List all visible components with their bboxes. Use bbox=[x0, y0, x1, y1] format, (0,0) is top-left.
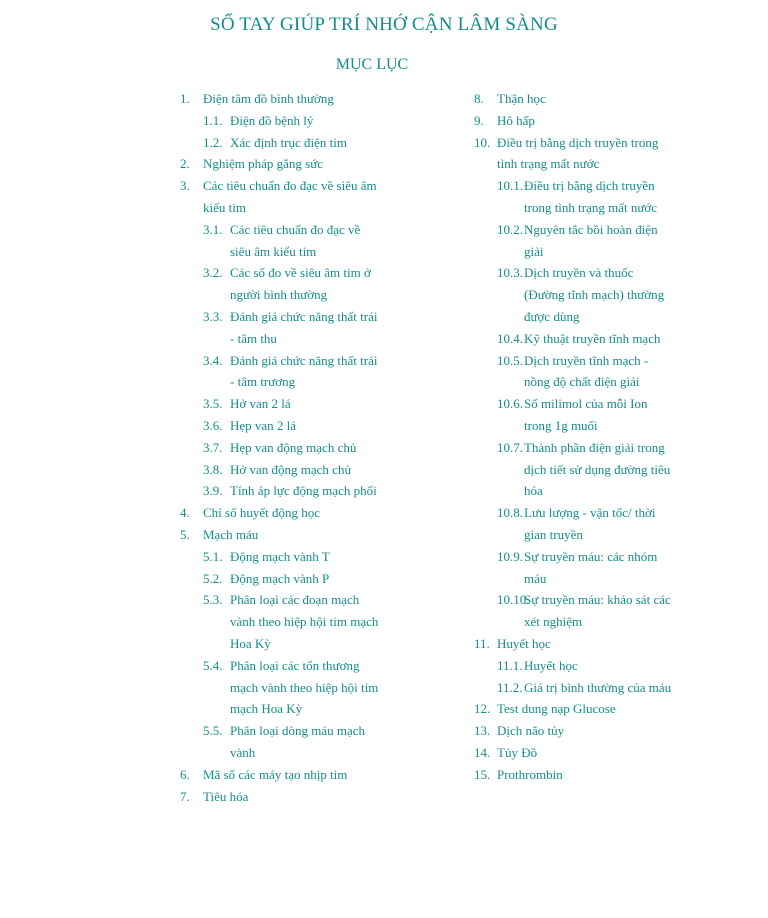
toc-entry-number: 6. bbox=[180, 766, 190, 782]
toc-entry-title: Hở van động mạch chủ bbox=[230, 461, 351, 477]
toc-entry-title: Đánh giá chức năng thất trái - tâm trương bbox=[230, 352, 378, 390]
toc-entry[interactable] bbox=[474, 132, 674, 176]
toc-entry[interactable] bbox=[180, 655, 380, 720]
toc-entry-number: 11.2. bbox=[497, 679, 523, 695]
toc-entry[interactable] bbox=[180, 764, 380, 786]
toc-entry-number: 10.3. bbox=[497, 265, 523, 281]
toc-entry-title: Điện tâm đồ bình thường bbox=[203, 91, 334, 106]
toc-entry-number: 5.1. bbox=[203, 548, 223, 564]
toc-entry[interactable] bbox=[180, 546, 380, 568]
toc-entry-title: Hô hấp bbox=[497, 112, 535, 128]
toc-entry-title: Điều trị bằng dịch truyền trong tình trạng mất nước bbox=[524, 178, 658, 215]
toc-entry-number: 5.4. bbox=[203, 657, 223, 673]
toc-entry-number: 11.1. bbox=[497, 657, 523, 673]
toc-entry-number: 3.2. bbox=[203, 265, 223, 281]
toc-entry[interactable] bbox=[180, 786, 380, 808]
toc-entry-number: 11. bbox=[474, 635, 490, 651]
toc-entry[interactable] bbox=[180, 393, 380, 415]
toc-entry-title: Các số đo về siêu âm tim ở người bình thường bbox=[230, 265, 371, 303]
toc-entry-number: 5.5. bbox=[203, 723, 223, 739]
toc-entry[interactable] bbox=[180, 524, 380, 546]
toc-entry-title: Đánh giá chức năng thất trái - tâm thu bbox=[230, 308, 378, 346]
toc-entry-title: Lưu lượng - vận tốc/ thời gian truyền bbox=[524, 505, 656, 542]
toc-entry-title: Điện đồ bệnh lý bbox=[230, 112, 314, 128]
toc-entry[interactable] bbox=[474, 698, 674, 720]
toc-entry-number: 10. bbox=[474, 134, 491, 150]
toc-entry[interactable] bbox=[474, 677, 674, 699]
toc-entry-title: Mạch máu bbox=[203, 526, 259, 542]
toc-entry[interactable] bbox=[474, 742, 674, 764]
toc-entry[interactable] bbox=[180, 589, 380, 654]
toc-entry-number: 5.2. bbox=[203, 570, 223, 586]
toc-entry-number: 3.5. bbox=[203, 396, 223, 412]
toc-entry[interactable] bbox=[180, 88, 380, 110]
toc-entry-title: Phân loại các tổn thương mạch vành theo hiệp hội tim mạch Hoa Kỳ bbox=[230, 657, 379, 717]
toc-entry-title: Phân loại các đoạn mạch vành theo hiệp hội tim mạch Hoa Kỳ bbox=[230, 592, 379, 651]
toc-entry[interactable] bbox=[180, 415, 380, 437]
toc-entry-title: Tiêu hóa bbox=[203, 788, 249, 804]
toc-entry-number: 8. bbox=[474, 91, 484, 106]
toc-entry[interactable] bbox=[180, 350, 380, 394]
toc-entry[interactable] bbox=[180, 720, 380, 764]
document-title: SỔ TAY GIÚP TRÍ NHỚ CẬN LÂM SÀNG bbox=[210, 14, 558, 35]
toc-entry-title: Prothrombin bbox=[497, 766, 563, 782]
toc-entry-title: Chỉ số huyết động học bbox=[203, 505, 320, 521]
toc-entry-number: 7. bbox=[180, 788, 190, 804]
toc-entry-number: 13. bbox=[474, 723, 491, 739]
toc-entry-title: Test dung nạp Glucose bbox=[497, 701, 616, 717]
toc-entry-number: 5. bbox=[180, 526, 190, 542]
toc-entry-title: Xác định trục điện tim bbox=[230, 134, 347, 150]
toc-entry-number: 4. bbox=[180, 505, 190, 521]
toc-entry-number: 3.3. bbox=[203, 308, 223, 324]
toc-entry-title: Nguyên tắc bồi hoàn điện giải bbox=[524, 221, 658, 259]
toc-entry-number: 10.1. bbox=[497, 178, 523, 194]
toc-heading: MỤC LỤC bbox=[335, 56, 409, 73]
toc-entry-title: Dịch truyền và thuốc (Đường tĩnh mạch) thường được dùng bbox=[524, 265, 665, 324]
toc-entry[interactable] bbox=[474, 393, 674, 437]
toc-entry-number: 10.4. bbox=[497, 330, 523, 346]
toc-entry-title: Số milimol của mỗi Ion trong 1g muối bbox=[524, 396, 648, 433]
toc-entry-number: 3.4. bbox=[203, 352, 223, 368]
toc-entry-title: Tính áp lực động mạch phổi bbox=[230, 483, 377, 499]
toc-entry[interactable] bbox=[474, 88, 674, 110]
toc-entry[interactable] bbox=[474, 350, 674, 394]
toc-entry[interactable] bbox=[180, 110, 380, 132]
toc-entry[interactable] bbox=[474, 655, 674, 677]
toc-left-column bbox=[180, 88, 380, 807]
toc-entry[interactable] bbox=[474, 328, 674, 350]
toc-entry[interactable] bbox=[474, 437, 674, 502]
toc-entry[interactable] bbox=[180, 568, 380, 590]
toc-entry-title: Kỹ thuật truyền tĩnh mạch bbox=[524, 330, 661, 346]
toc-entry-title: Huyết học bbox=[524, 657, 578, 673]
toc-entry-title: Các tiêu chuẩn đo đạc về siêu âm kiểu tim bbox=[230, 221, 361, 259]
toc-entry-number: 3.9. bbox=[203, 483, 223, 499]
toc-entry-number: 10.5. bbox=[497, 352, 523, 368]
toc-entry-number: 10.6. bbox=[497, 396, 523, 412]
toc-entry-title: Huyết học bbox=[497, 635, 551, 651]
toc-entry[interactable] bbox=[474, 546, 674, 590]
toc-entry[interactable] bbox=[474, 219, 674, 263]
toc-entry[interactable] bbox=[474, 633, 674, 655]
toc-entry[interactable] bbox=[474, 502, 674, 546]
toc-entry-title: Mã số các máy tạo nhịp tim bbox=[203, 766, 348, 782]
toc-entry-number: 10.10. bbox=[497, 592, 530, 608]
toc-entry[interactable] bbox=[180, 459, 380, 481]
toc-entry-number: 15. bbox=[474, 766, 491, 782]
toc-entry[interactable] bbox=[474, 764, 674, 786]
toc-entry-title: Nghiệm pháp gắng sức bbox=[203, 156, 324, 172]
toc-entry-title: Thành phần điện giải trong dịch tiết sử dụng đường tiêu hóa bbox=[524, 439, 671, 499]
toc-entry[interactable] bbox=[180, 175, 380, 219]
toc-entry-number: 10.7. bbox=[497, 439, 523, 455]
toc-entry[interactable] bbox=[474, 262, 674, 327]
toc-entry-title: Các tiêu chuẩn đo đạc về siêu âm kiểu tim bbox=[203, 178, 377, 215]
toc-entry-number: 10.8. bbox=[497, 505, 523, 521]
toc-entry-title: Hẹp van động mạch chủ bbox=[230, 439, 357, 455]
toc-entry-number: 12. bbox=[474, 701, 491, 717]
toc-entry-number: 1.2. bbox=[203, 134, 223, 150]
toc-entry-number: 3.6. bbox=[203, 417, 223, 433]
toc-entry-number: 3.1. bbox=[203, 221, 223, 237]
toc-entry-title: Động mạch vành P bbox=[230, 570, 330, 586]
toc-entry[interactable] bbox=[180, 153, 380, 175]
toc-entry-title: Điều trị bằng dịch truyền trong tình trạng mất nước bbox=[497, 134, 659, 172]
toc-entry[interactable] bbox=[474, 720, 674, 742]
toc-entry[interactable] bbox=[474, 175, 674, 219]
toc-entry-number: 10.9. bbox=[497, 548, 523, 564]
toc-entry[interactable] bbox=[180, 262, 380, 306]
toc-entry[interactable] bbox=[180, 219, 380, 263]
toc-entry-title: Phân loại dòng máu mạch vành bbox=[230, 723, 366, 760]
toc-entry-title: Giá trị bình thường của máu bbox=[524, 679, 672, 695]
toc-entry-number: 14. bbox=[474, 744, 491, 760]
toc-entry[interactable] bbox=[180, 132, 380, 154]
toc-entry-title: Dịch truyền tĩnh mạch - nồng độ chất điện giải bbox=[524, 352, 649, 390]
toc-entry-number: 10.2. bbox=[497, 221, 523, 237]
toc-entry-number: 5.3. bbox=[203, 592, 223, 608]
toc-entry-number: 3.8. bbox=[203, 461, 223, 477]
toc-entry-title: Hở van 2 lá bbox=[230, 396, 291, 412]
toc-entry[interactable] bbox=[180, 306, 380, 350]
toc-entry-title: Tủy Đồ bbox=[497, 744, 538, 760]
toc-entry-number: 3. bbox=[180, 178, 190, 194]
toc-entry[interactable] bbox=[180, 502, 380, 524]
toc-entry[interactable] bbox=[474, 589, 674, 633]
toc-entry-number: 1.1. bbox=[203, 112, 223, 128]
toc-entry-title: Động mạch vành T bbox=[230, 548, 330, 564]
toc-entry[interactable] bbox=[474, 110, 674, 132]
toc-right-column bbox=[474, 88, 674, 786]
toc-entry-title: Sự truyền máu: các nhóm máu bbox=[524, 548, 658, 586]
toc-entry-number: 1. bbox=[180, 91, 190, 106]
toc-entry-title: Sự truyền máu: khảo sát các xét nghiệm bbox=[524, 592, 671, 630]
toc-entry-number: 2. bbox=[180, 156, 190, 172]
toc-entry-number: 9. bbox=[474, 112, 484, 128]
toc-entry[interactable] bbox=[180, 437, 380, 459]
toc-entry-number: 3.7. bbox=[203, 439, 223, 455]
toc-entry-title: Hẹp van 2 lá bbox=[230, 417, 297, 433]
toc-entry[interactable] bbox=[180, 480, 380, 502]
toc-entry-title: Dịch não tủy bbox=[497, 723, 565, 739]
toc-entry-title: Thận học bbox=[497, 91, 546, 106]
